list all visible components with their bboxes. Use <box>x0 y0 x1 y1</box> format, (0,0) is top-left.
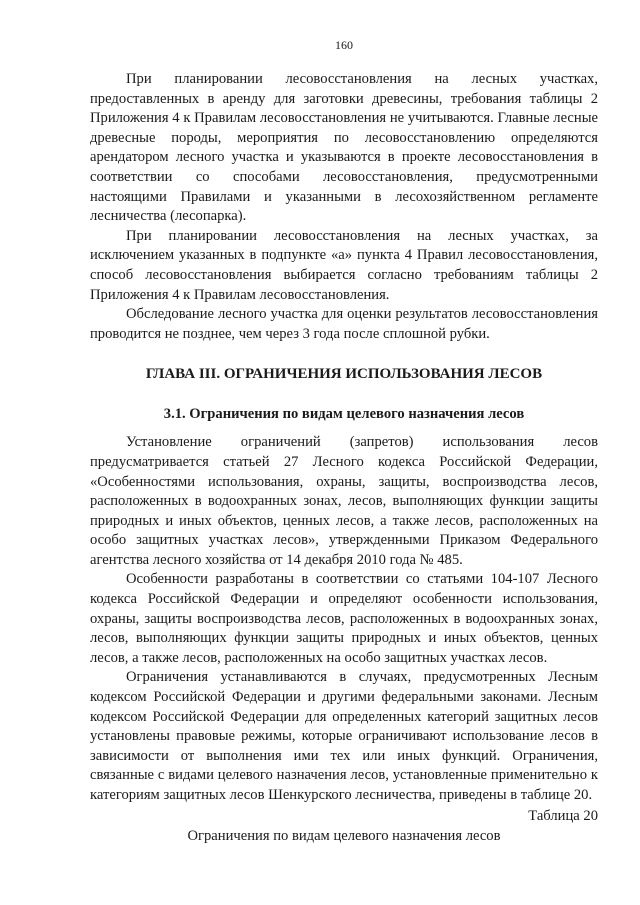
paragraph-restrictions-basis: Установление ограничений (запретов) использования лесов предусматривается статьей 27 Лесного кодекса Российской Федерации, «Особенностями использования, охраны, защиты, воспроизводства лесов, расположенных в водоохранных зонах, лесов, выполняющих функции защиты природных и иных объектов, ценных лесов, а также лесов, расположенных на особо защитных участках лесов», утвержденными Приказом Федерального агентства лесного хозяйства от 14 декабря 2010 года № 485. <box>90 434 598 568</box>
paragraph-features: Особенности разработаны в соответствии со статьями 104-107 Лесного кодекса Российской Федерации и определяют особенности использования, охраны, защиты воспроизводства лесов, расположенных в водоохранных зонах, лесов, выполняющих функции защиты природных и иных объектов, ценных лесов, а также лесов, расположенных на особо защитных участках лесов. <box>90 571 598 666</box>
page-number: 160 <box>335 38 353 52</box>
paragraph-survey: Обследование лесного участка для оценки результатов лесовосстановления проводится не позднее, чем через 3 года после сплошной рубки. <box>90 306 598 342</box>
table-caption: Ограничения по видам целевого назначения лесов <box>187 827 501 844</box>
section-title: 3.1. Ограничения по видам целевого назначения лесов <box>163 406 525 423</box>
paragraph-reforestation-method: При планировании лесовосстановления на лесных участках, за исключением указанных в подпункте «а» пункта 4 Правил лесовосстановления, способ лесовосстановления выбирается согласно требованиям таблицы 2 Приложения 4 к Правилам лесовосстановления. <box>90 227 598 303</box>
chapter-title: ГЛАВА III. ОГРАНИЧЕНИЯ ИСПОЛЬЗОВАНИЯ ЛЕСОВ <box>145 366 543 383</box>
paragraph-reforestation-lease: При планировании лесовосстановления на лесных участках, предоставленных в аренду для заготовки древесины, требования таблицы 2 Приложения 4 к Правилам лесовосстановления не учитываются. Главные лесные древесные породы, мероприятия по лесовосстановлению определяются арендатором лесного участка и указываются в проекте лесовосстановления в соответствии со способами лесовосстановления, предусмотренными настоящими Правилами и указанными в лесохозяйственном регламенте лесничества (лесопарка). <box>90 71 598 225</box>
table-label: Таблица 20 <box>528 807 598 824</box>
paragraph-restrictions-cases: Ограничения устанавливаются в случаях, предусмотренных Лесным кодексом Российской Федерации и другими федеральными законами. Лесным кодексом Российской Федерации для определенных категорий защитных лесов установлены правовые режимы, которые ограничивают использование лесов в зависимости от выполнения ими тех или иных функций. Ограничения, связанные с видами целевого назначения лесов, установленные применительно к категориям защитных лесов Шенкурского лесничества, приведены в таблице 20. <box>90 669 598 803</box>
